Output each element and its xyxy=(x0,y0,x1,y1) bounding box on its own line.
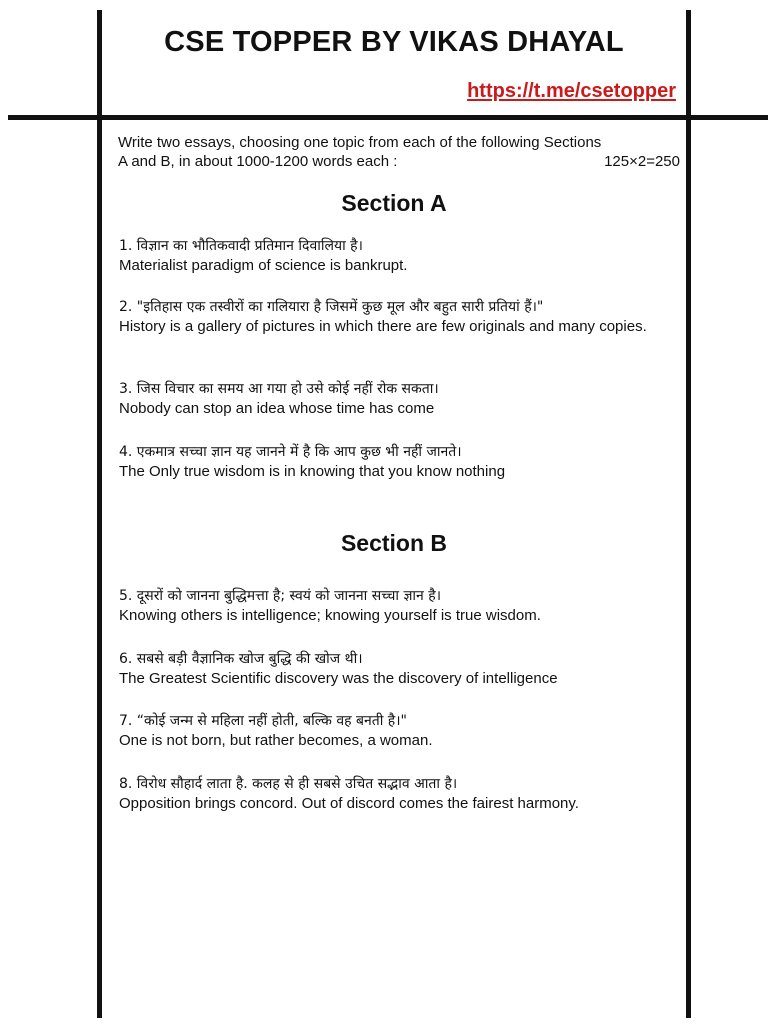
question-3-english: Nobody can stop an idea whose time has come xyxy=(119,400,435,417)
question-6-hindi: 6. सबसे बड़ी वैज्ञानिक खोज बुद्धि की खोज थी। xyxy=(119,651,363,667)
question-5-english: Knowing others is intelligence; knowing yourself is true wisdom. xyxy=(119,607,541,624)
instructions-line-2: A and B, in about 1000-1200 words each : xyxy=(118,153,398,170)
question-1-hindi: 1. विज्ञान का भौतिकवादी प्रतिमान दिवालिया है। xyxy=(119,238,363,254)
question-8-hindi: 8. विरोध सौहार्द लाता है. कलह से ही सबसे उचित सद्भाव आता है। xyxy=(119,776,458,792)
question-4-hindi: 4. एकमात्र सच्चा ज्ञान यह जानने में है कि आप कुछ भी नहीं जानते। xyxy=(119,444,462,460)
question-7-hindi: 7. “कोई जन्म से महिला नहीं होती, बल्कि वह बनती है।" xyxy=(119,713,407,729)
section-b-heading: Section B xyxy=(340,530,448,556)
marks-label: 125×2=250 xyxy=(604,153,680,170)
question-5-hindi: 5. दूसरों को जानना बुद्धिमत्ता है; स्वयं को जानना सच्चा ज्ञान है। xyxy=(119,588,442,604)
telegram-link[interactable]: https://t.me/csetopper xyxy=(467,80,676,102)
question-3 xyxy=(119,379,679,419)
question-3-hindi: 3. जिस विचार का समय आ गया हो उसे कोई नहीं रोक सकता। xyxy=(119,381,439,397)
question-8 xyxy=(119,774,679,814)
question-7 xyxy=(119,711,679,751)
question-5 xyxy=(119,586,679,626)
question-2-english: History is a gallery of pictures in which there are few originals and many copies. xyxy=(119,318,647,335)
question-2-hindi: 2. "इतिहास एक तस्वीरों का गलियारा है जिसमें कुछ मूल और बहुत सारी प्रतियां हैं।" xyxy=(119,299,544,315)
section-a-heading: Section A xyxy=(341,190,447,216)
header-divider-line xyxy=(8,115,768,120)
question-1 xyxy=(119,236,679,276)
page-title: CSE TOPPER BY VIKAS DHAYAL xyxy=(164,26,624,58)
question-4-english: The Only true wisdom is in knowing that you know nothing xyxy=(119,463,506,480)
question-4 xyxy=(119,442,679,482)
question-6 xyxy=(119,649,679,689)
instructions xyxy=(118,133,680,171)
question-1-english: Materialist paradigm of science is bankrupt. xyxy=(119,257,408,274)
question-6-english: The Greatest Scientific discovery was the discovery of intelligence xyxy=(119,670,558,687)
question-7-english: One is not born, but rather becomes, a woman. xyxy=(119,732,433,749)
question-8-english: Opposition brings concord. Out of discord comes the fairest harmony. xyxy=(119,795,579,812)
question-2 xyxy=(119,297,679,337)
left-border-line xyxy=(97,10,102,1018)
right-border-line xyxy=(686,10,691,1018)
instructions-line-1: Write two essays, choosing one topic from each of the following Sections xyxy=(118,134,602,151)
instructions-line-2-row xyxy=(118,152,680,171)
